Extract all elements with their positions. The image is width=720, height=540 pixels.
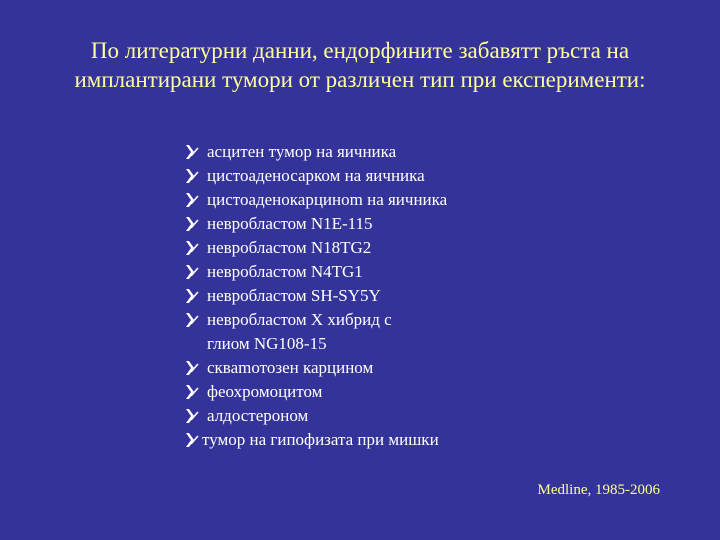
list-item <box>185 237 545 259</box>
list-item-text: глиом NG108-15 <box>207 334 327 353</box>
list-item-text: цистоаденосарком на яичника <box>207 166 425 185</box>
arrow-check-bullet-icon <box>185 191 199 209</box>
arrow-check-bullet-icon <box>185 431 199 449</box>
list-item-text: асцитен тумор на яичника <box>207 142 397 161</box>
list-item-text: скваmотозен карцином <box>207 358 374 377</box>
list-item <box>185 357 545 379</box>
list-item <box>185 285 545 307</box>
list-item-text: невробластом SH-SY5Y <box>207 286 381 305</box>
list-item-text: невробластом N4TG1 <box>207 262 363 281</box>
list-item-text: невробластом Х хибрид с <box>207 310 392 329</box>
list-item-text: цистоаденокарциноm на яичника <box>207 190 448 209</box>
list-item-continuation <box>207 333 547 355</box>
list-item <box>185 405 545 427</box>
arrow-check-bullet-icon <box>185 263 199 281</box>
title-line-2: имплантирани тумори от различен тип при експерименти: <box>74 67 646 92</box>
list-item-text: невробластом N1E-115 <box>207 214 373 233</box>
title-line-1: По литературни данни, ендорфините забавятт ръста на <box>90 38 630 63</box>
arrow-check-bullet-icon <box>185 407 199 425</box>
arrow-check-bullet-icon <box>185 239 199 257</box>
list-item <box>185 429 545 451</box>
list-item-text: феохромоцитом <box>207 382 323 401</box>
list-item <box>185 213 545 235</box>
list-item <box>185 261 545 283</box>
list-item-text: невробластом N18TG2 <box>207 238 372 257</box>
arrow-check-bullet-icon <box>185 311 199 329</box>
list-item <box>185 381 545 403</box>
list-item <box>185 165 545 187</box>
citation: Medline, 1985-2006 <box>537 482 660 498</box>
list-item <box>185 309 545 331</box>
list-item-text: тумор на гипофизата при мишки <box>202 430 439 449</box>
arrow-check-bullet-icon <box>185 167 199 185</box>
arrow-check-bullet-icon <box>185 143 199 161</box>
arrow-check-bullet-icon <box>185 287 199 305</box>
list-item-text: алдостероном <box>207 406 309 425</box>
list-item <box>185 189 545 211</box>
arrow-check-bullet-icon <box>185 383 199 401</box>
arrow-check-bullet-icon <box>185 215 199 233</box>
list-item <box>185 141 545 163</box>
arrow-check-bullet-icon <box>185 359 199 377</box>
